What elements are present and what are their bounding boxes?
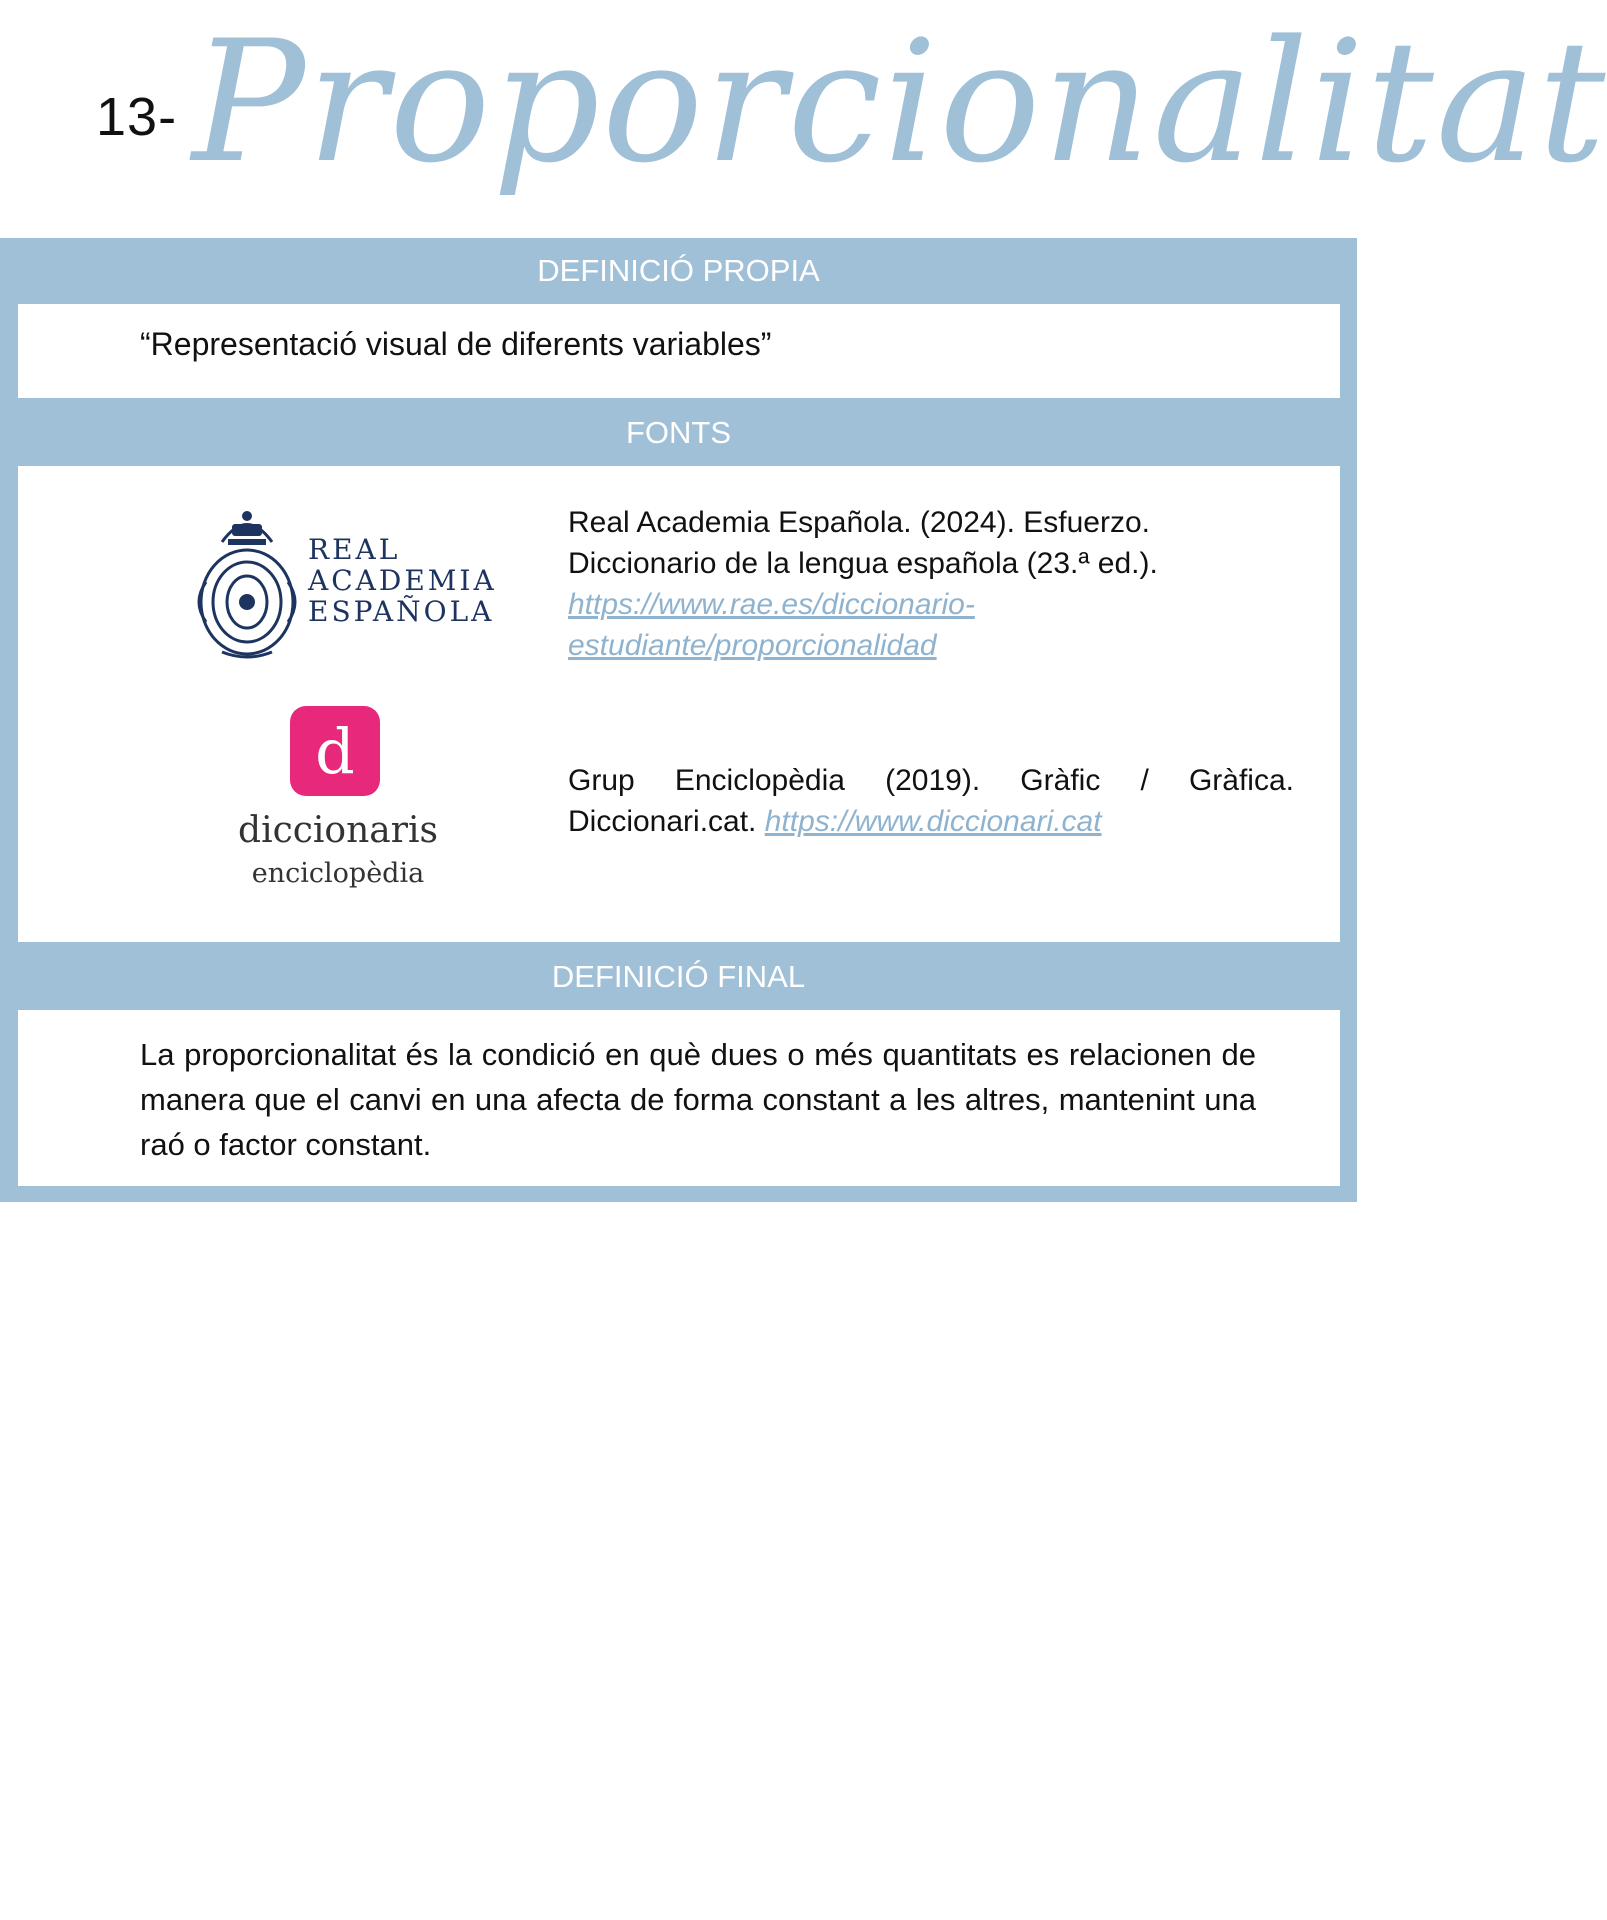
diccionaris-wordmark: diccionaris (238, 810, 438, 851)
content-panel (0, 238, 1357, 1202)
definicio-propia-text: “Representació visual de diferents variables” (140, 326, 772, 362)
citation-line: Grup Enciclopèdia (2019). Gràfic / Gràfica. (568, 764, 1294, 797)
diccionaris-logo-icon (290, 706, 380, 796)
section-heading-definicio-propia (0, 238, 1357, 304)
rae-citation (568, 502, 1294, 666)
logo-letter: d (315, 714, 355, 788)
page-title: Proporcionalitat (192, 4, 1607, 200)
section-heading-label: DEFINICIÓ PROPIA (537, 253, 820, 288)
section-heading-label: DEFINICIÓ FINAL (551, 959, 806, 994)
citation-line: Real Academia Española. (2024). Esfuerzo. (568, 506, 1150, 539)
citation-source: Diccionari.cat. (568, 805, 757, 838)
rae-wordmark (308, 534, 497, 627)
rae-wordmark-line: ESPAÑOLA (308, 595, 495, 628)
page-number: 13- (96, 87, 178, 147)
rae-link-continued[interactable]: estudiante/proporcionalidad (568, 629, 937, 662)
enciclopedia-link[interactable]: https://www.diccionari.cat (764, 805, 1102, 838)
enciclopedia-wordmark: enciclopèdia (251, 858, 425, 889)
section-heading-definicio-final (0, 944, 1357, 1010)
rae-wordmark-line: REAL (308, 533, 401, 566)
rae-crest-icon (192, 502, 302, 662)
definicio-final-text: La proporcionalitat és la condició en què dues o més quantitats es relacionen de manera que el canvi en una afecta de forma constant a les altres, mantenint una raó o factor constant. (140, 1037, 1256, 1162)
section-heading-fonts (0, 400, 1357, 466)
enciclopedia-citation-line2 (568, 801, 1294, 842)
rae-link[interactable]: https://www.rae.es/diccionario- (568, 588, 975, 621)
enciclopedia-citation (568, 760, 1294, 801)
rae-wordmark-line: ACADEMIA (308, 564, 497, 597)
citation-line: Diccionario de la lengua española (23.ª ed.). (568, 547, 1158, 580)
definicio-propia-box (18, 304, 1340, 398)
section-heading-label: FONTS (625, 415, 732, 450)
definicio-final-box (18, 1010, 1340, 1186)
fonts-box (18, 466, 1340, 942)
